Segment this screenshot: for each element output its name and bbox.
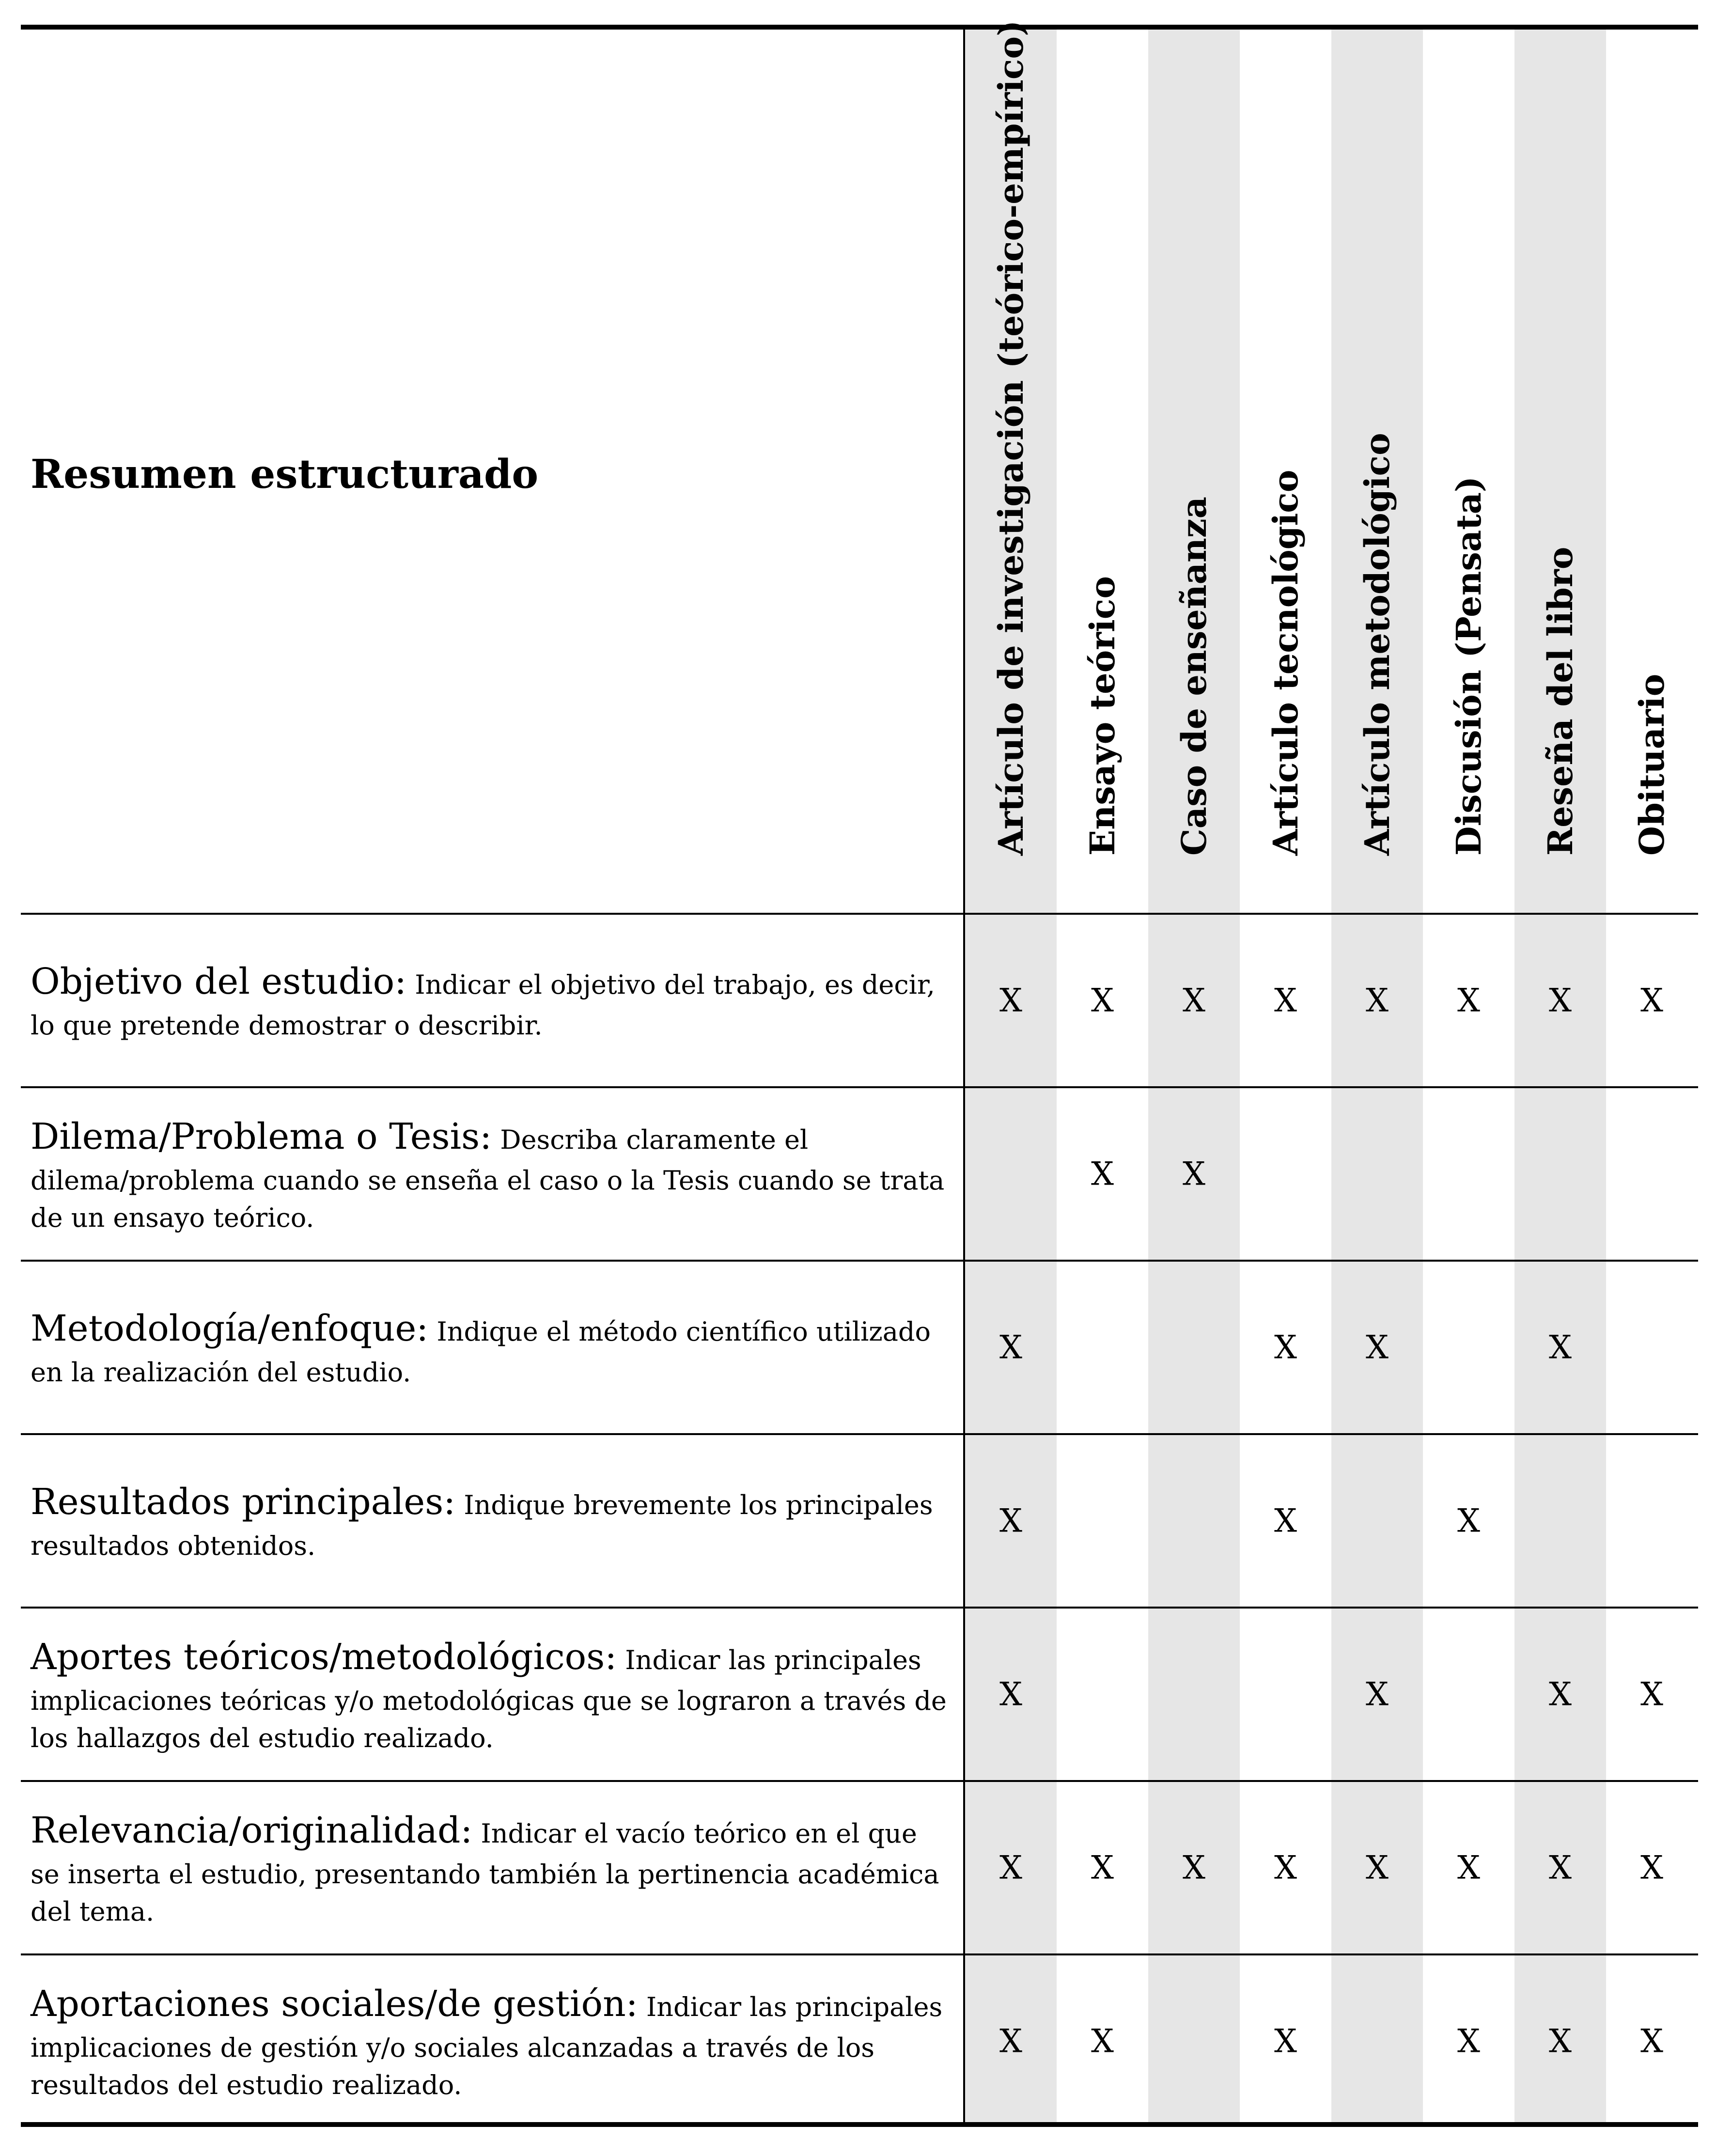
check-mark: X <box>1183 1155 1205 1193</box>
row-text <box>31 1477 953 1565</box>
check-mark: X <box>1274 2022 1297 2060</box>
table-row <box>21 1261 1698 1434</box>
row-text <box>31 1632 953 1757</box>
check-mark: X <box>999 982 1022 1019</box>
row-label: Metodología/enfoque: <box>31 1308 429 1350</box>
row-label: Aportaciones sociales/de gestión: <box>31 1983 638 2025</box>
check-mark: X <box>1274 1328 1297 1366</box>
table-row <box>21 914 1698 1087</box>
check-mark: X <box>1549 1849 1572 1887</box>
table-row <box>21 1781 1698 1954</box>
table-row <box>21 1087 1698 1261</box>
check-mark: X <box>1549 982 1572 1019</box>
row-description: Indicar el objetivo del trabajo, es decir, lo que pretende demostrar o describir. <box>31 969 935 1041</box>
column-header-label: Artículo metodológico <box>1357 433 1397 856</box>
check-mark: X <box>1457 982 1480 1019</box>
row-description: Indique el método científico utilizado en la realización del estudio. <box>31 1316 931 1388</box>
row-label: Resultados principales: <box>31 1481 456 1523</box>
check-mark: X <box>1274 1849 1297 1887</box>
check-mark: X <box>1274 1502 1297 1540</box>
check-mark: X <box>1366 1328 1389 1366</box>
column-header-label: Artículo de investigación (teórico-empírico) <box>990 20 1031 856</box>
check-mark: X <box>1549 1328 1572 1366</box>
row-text <box>31 1111 953 1236</box>
check-mark: X <box>999 1328 1022 1366</box>
table-row <box>21 1954 1698 2128</box>
table-row <box>21 1608 1698 1781</box>
column-header <box>1423 30 1514 890</box>
check-mark: X <box>999 1675 1022 1713</box>
row-text <box>31 956 953 1045</box>
row-description: Indicar el vacío teórico en el que se inserta el estudio, presentando también la pertinencia académica del tema. <box>31 1818 939 1927</box>
row-divider <box>21 1607 1698 1609</box>
comparison-table <box>21 20 1698 2127</box>
check-mark: X <box>1366 1675 1389 1713</box>
column-header-label: Ensayo teórico <box>1082 576 1123 856</box>
row-description: Indicar las principales implicaciones teóricas y/o metodológicas que se lograron a través de los hallazgos del estudio realizado. <box>31 1644 947 1753</box>
column-header-label: Artículo tecnológico <box>1265 469 1306 856</box>
column-header <box>1606 30 1698 890</box>
row-label: Dilema/Problema o Tesis: <box>31 1115 492 1157</box>
row-label: Objetivo del estudio: <box>31 961 407 1003</box>
check-mark: X <box>1183 1849 1205 1887</box>
check-mark: X <box>1640 1675 1663 1713</box>
check-mark: X <box>1549 2022 1572 2060</box>
column-header <box>1057 30 1148 890</box>
row-label: Aportes teóricos/metodológicos: <box>31 1636 617 1678</box>
column-divider <box>963 30 965 2122</box>
check-mark: X <box>1640 1849 1663 1887</box>
check-mark: X <box>1183 982 1205 1019</box>
column-header-label: Discusión (Pensata) <box>1448 476 1489 856</box>
column-header <box>1514 30 1606 890</box>
row-description: Describa claramente el dilema/problema cuando se enseña el caso o la Tesis cuando se trata de un ensayo teórico. <box>31 1124 945 1233</box>
row-divider <box>21 1086 1698 1088</box>
table-row <box>21 1434 1698 1608</box>
check-mark: X <box>1091 2022 1114 2060</box>
column-header <box>1331 30 1423 890</box>
column-header-label: Caso de enseñanza <box>1173 496 1214 856</box>
check-mark: X <box>1091 982 1114 1019</box>
check-mark: X <box>1091 1849 1114 1887</box>
row-divider <box>21 1953 1698 1955</box>
check-mark: X <box>1640 982 1663 1019</box>
column-header <box>1148 30 1240 890</box>
check-mark: X <box>1549 1675 1572 1713</box>
column-header <box>1240 30 1331 890</box>
column-header <box>965 20 1057 890</box>
row-text <box>31 1805 953 1930</box>
column-header-label: Reseña del libro <box>1540 547 1580 856</box>
check-mark: X <box>1366 982 1389 1019</box>
table-header-title: Resumen estructurado <box>31 451 539 498</box>
column-header-label: Obituario <box>1631 673 1672 856</box>
row-label: Relevancia/originalidad: <box>31 1809 473 1851</box>
check-mark: X <box>999 1849 1022 1887</box>
check-mark: X <box>1366 1849 1389 1887</box>
row-divider <box>21 1780 1698 1782</box>
check-mark: X <box>1274 982 1297 1019</box>
check-mark: X <box>1640 2022 1663 2060</box>
row-text <box>31 1979 953 2104</box>
check-mark: X <box>999 2022 1022 2060</box>
check-mark: X <box>1457 1849 1480 1887</box>
row-divider <box>21 913 1698 915</box>
row-description: Indicar las principales implicaciones de gestión y/o sociales alcanzadas a través de los resultados del estudio realizado. <box>31 1991 943 2100</box>
row-divider <box>21 1433 1698 1435</box>
check-mark: X <box>1457 1502 1480 1540</box>
check-mark: X <box>999 1502 1022 1540</box>
check-mark: X <box>1091 1155 1114 1193</box>
check-mark: X <box>1457 2022 1480 2060</box>
row-divider <box>21 1260 1698 1262</box>
row-description: Indique brevemente los principales resultados obtenidos. <box>31 1490 933 1562</box>
row-text <box>31 1303 953 1391</box>
